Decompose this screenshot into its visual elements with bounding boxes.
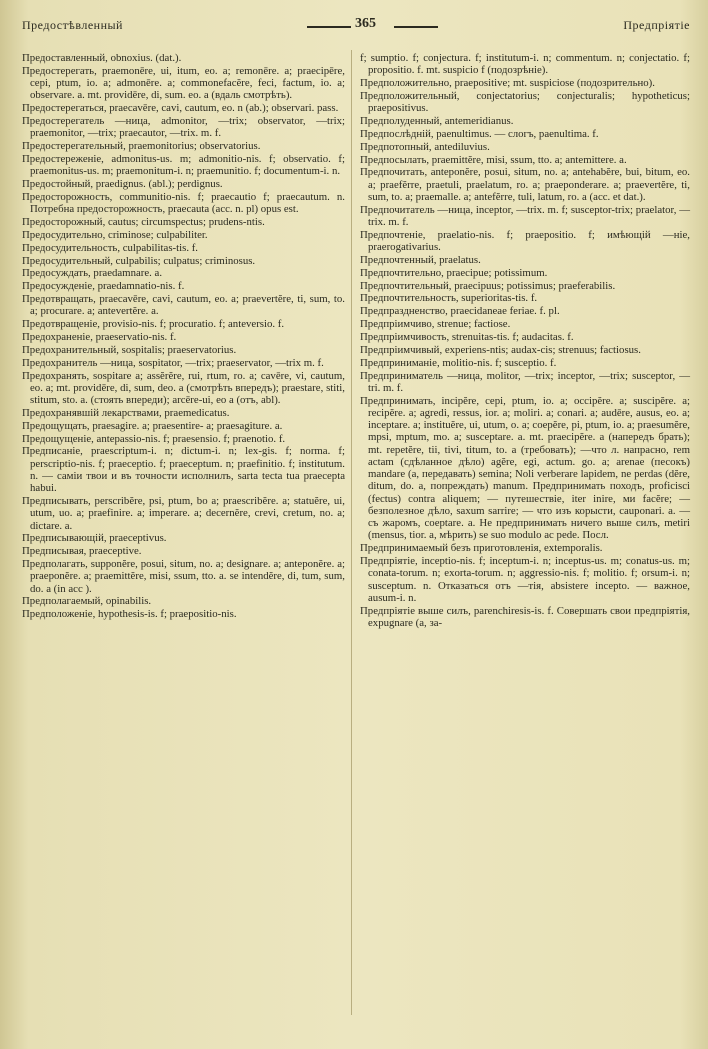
dictionary-entry: Предпотопный, antediluvius.	[360, 140, 490, 153]
dictionary-entry: Предпослѣдній, paenultimus. — слогъ, paenultima. f.	[360, 127, 599, 140]
dictionary-entry: Предосуждать, praedamnare. a.	[22, 267, 163, 280]
dictionary-entry: Предосторожность, communitio-nis. f; praecautio f; praecautum. n. Потребна предосторожность, praecauta (acc. n. pl) opus est.	[22, 190, 345, 216]
dictionary-entry: Предприниманіе, molitio-nis. f; susceptio. f.	[360, 356, 557, 369]
dictionary-entry: Предощущать, praesagire. a; praesentire- a; praesagiture. a.	[22, 419, 283, 432]
dictionary-entry: Предосудительный, culpabilis; culpatus; criminosus.	[22, 254, 256, 267]
dictionary-entry: Предпріимчиво, strenue; factiose.	[360, 318, 511, 331]
dictionary-entry: Предписывать, perscribĕre, psi, ptum, bo a; praescribĕre. a; statuĕre, ui, utum, uo. a; praefinire. a; imperare. a; decernĕre, crevi, cretum, no. a; dictare. a.	[22, 495, 345, 532]
dictionary-entry: Предположительный, conjectatorius; conjecturalis; hypotheticus; praepositivus.	[360, 89, 690, 115]
dictionary-entry: Предохранительный, sospitalis; praeservatorius.	[22, 343, 237, 356]
dictionary-entry: Предполуденный, antemeridianus.	[360, 115, 514, 128]
dictionary-entry: Предпочтеніе, praelatio-nis. f; praepositio. f; имѣющій —ніе, praerogativarius.	[360, 228, 690, 254]
dictionary-entry: Предпринимать, incipĕre, cepi, ptum, io. a; occipĕre. a; suscipĕre. a; recipĕre. a; agredi, ressus, ior. a; moliri. a; conari. a; audēre, ausus, eo. a; inceptare. a; instituĕre, ui, utum, o. a; coepĕre, pi, ptum, io. a; praesumĕre, mpsi, mptum, mo. a; susceptare. a. mt. praecipĕre. a (напередъ брать); mt. repetĕre, tii, tivi, titum, to. a (требовать); —что л. напрасно, rem actam (сдѣланное дѣло) agĕre, egi, actum. go. a; arenae (песокъ) mandare (a, передавать) semina; Noli verberare lapidem, ne perdas (dĕre, ditum, do. a, попреждать) manum. Предпринимать походъ, proficisci (fectus) contra aliquem; — путешествіе, iter inire, ми facĕre; — безполезное дѣло, saxum sarrire; — что изъ корысти, cauponari. a. — съ жаромъ, coeptare. a. Не предпринимать ничего выше силъ, metiri (mensus, tior. a, мѣрить) se suo modulo ac pede. Посл.	[360, 394, 690, 542]
dictionary-entry: Предотвращеніе, provisio-nis. f; procuratio. f; anteversio. f.	[22, 318, 285, 331]
dictionary-entry: Предощущеніе, antepassio-nis. f; praesensio. f; praenotio. f.	[22, 432, 286, 445]
dictionary-entry: Предприниматель —ница, molitor, —trix; inceptor, —trix; susceptor, —tri. m. f.	[360, 369, 690, 394]
dictionary-entry: Предпріимчивость, strenuitas-tis. f; audacitas. f.	[360, 331, 574, 343]
dictionary-entry: Предписывая, praeceptive.	[22, 545, 142, 558]
dictionary-entry: Предпочитать, anteponĕre, posui, situm, no. a; antehabĕre, bui, bitum, eo. a; praefĕrre, praetuli, praelatum, ro. a; praeponderare. a; praevertĕre, ti, sum, to. a; praemalle. a; antefĕrre, tuli, latum, ro. a (acc. et dat.).	[360, 166, 690, 203]
dictionary-entry: Предписаніе, praescriptum-i. n; dictum-i. n; lex-gis. f; norma. f; perscriptio-nis. f; praeceptio. f; praeceptum. n; praefinitio. f; institutum. n. — саміи твои и въ точности исполнилъ, sarta tecta tua praecepta habui.	[22, 445, 345, 495]
dictionary-entry: Предосудительно, criminose; culpabiliter.	[22, 228, 208, 241]
dictionary-entry: Предпріятіе выше силъ, parenchiresis-is. f. Совершать свои предпріятія, expugnare (a, за-	[360, 604, 690, 629]
dictionary-entry: Предпріятіе, inceptio-nis. f; inceptum-i. n; inceptus-us. m; conatus-us. m; conata-torum. n; exorta-torum. n; aggressio-nis. f; molitio. f; orsum-i. n; susceptum. n. Отказаться отъ —тія, absistere incepto. — важное, ausum-i. n.	[360, 555, 690, 604]
header-rule-left	[307, 26, 351, 28]
page-header	[22, 16, 690, 38]
dictionary-entry: Предпосылать, praemittĕre, misi, ssum, tto. a; antemittere. a.	[360, 153, 627, 166]
dictionary-entry: Предостойный, praedignus. (abl.); perdignus.	[22, 178, 223, 191]
dictionary-entry: Предписывающій, praeceptivus.	[22, 532, 167, 545]
dictionary-entry: Предпринимаемый безъ приготовленія, extemporalis.	[360, 542, 603, 555]
dictionary-entry: Предостерегать, praemonēre, ui, itum, eo. a; remonēre. a; praecipēre, cepi, ptum, io. a; admonēre. a; commonefacĕre, feci, factum, io. a; observare. a. mt. providēre, di, sum. eo. a (вдаль смотрѣть).	[22, 64, 345, 102]
dictionary-entry: f; sumptio. f; conjectura. f; institutum-i. n; commentum. n; conjectatio. f; propositio. f. mt. suspicio f (подозрѣніе).	[360, 52, 690, 77]
dictionary-entry: Предохранять, sospitare a; assĕrĕre, rui, rtum, ro. a; cavēre, vi, cautum, eo. a; mt. providēre, di, sum, deo. a (смотрѣть впередъ); praestare, stiti, stitum, sto. a. (стоять впереди); arcēre-ui, eo a (отъ, abl).	[22, 369, 345, 407]
dictionary-entry: Предохраненіе, praeservatio-nis. f.	[22, 331, 177, 343]
dictionary-entry: Предпріимчивый, experiens-ntis; audax-cis; strenuus; factiosus.	[360, 343, 641, 356]
dictionary-entry: Предпочтительно, praecipue; potissimum.	[360, 266, 548, 279]
dictionary-entry: Предохранитель —ница, sospitator, —trix; praeservator, —trix m. f.	[22, 356, 324, 369]
dictionary-entry: Предостерегатель —ница, admonitor, —trix; observator, —trix; praemonitor, —trix; praecautor, —trix. m. f.	[22, 115, 345, 140]
header-rule-right	[394, 26, 438, 28]
dictionary-entry: Предположеніе, hypothesis-is. f; praepositio-nis.	[22, 608, 237, 621]
dictionary-entry: Предположительно, praepositive; mt. suspiciose (подозрительно).	[360, 77, 655, 90]
page-number: 365	[355, 16, 376, 31]
column-divider	[351, 50, 352, 1015]
dictionary-entry: Предпраздненство, praecidaneae feriae. f. pl.	[360, 305, 560, 318]
dictionary-entry: Предохранявшій лекарствами, praemedicatus.	[22, 406, 230, 419]
header-left-word: Предостѣвлeнный	[22, 18, 123, 32]
left-column	[22, 52, 345, 621]
right-column	[360, 52, 690, 630]
dictionary-entry: Предостерегательный, praemonitorius; observatorius.	[22, 140, 261, 153]
dictionary-entry: Предпочтительность, superioritas-tis. f.	[360, 292, 538, 305]
dictionary-entry: Предосторожный, cautus; circumspectus; prudens-ntis.	[22, 216, 265, 228]
dictionary-entry: Предостереженіе, admonitus-us. m; admonitio-nis. f; observatio. f; praemonitus-us. m; praemonitum-i. n; praemunitio. f; documentum-i. n.	[22, 152, 345, 178]
dictionary-entry: Предоставленный, obnoxius. (dat.).	[22, 52, 182, 64]
dictionary-entry: Предполагать, supponĕre, posui, situm, no. a; designare. a; anteponĕre. a; praeponĕre. a; praemittĕre, misi, ssum, tto. a. se intendĕre, di, tum, sum, do. a (in acc ).	[22, 558, 345, 595]
dictionary-entry: Предпочитатель —ница, inceptor, —trix. m. f; susceptor-trix; praelator, —trix. m. f.	[360, 203, 690, 228]
dictionary-entry: Предосудительность, culpabilitas-tis. f.	[22, 241, 199, 254]
header-right-word: Предпріятіе	[623, 18, 690, 32]
dictionary-entry: Предотвращать, praecavēre, cavi, cautum, eo. a; praevertĕre, ti, sum, to. a; procurare. a; antevertĕre. a.	[22, 293, 345, 318]
dictionary-entry: Предостерегаться, praecavēre, cavi, cautum, eo. n (ab.); observari. pass.	[22, 102, 339, 115]
dictionary-entry: Предпочтенный, praelatus.	[360, 253, 481, 266]
dictionary-entry: Предполагаемый, opinabilis.	[22, 595, 152, 608]
dictionary-entry: Предосужденіе, praedamnatio-nis. f.	[22, 280, 185, 293]
dictionary-entry: Предпочтительный, praecipuus; potissimus; praeferabilis.	[360, 279, 616, 292]
